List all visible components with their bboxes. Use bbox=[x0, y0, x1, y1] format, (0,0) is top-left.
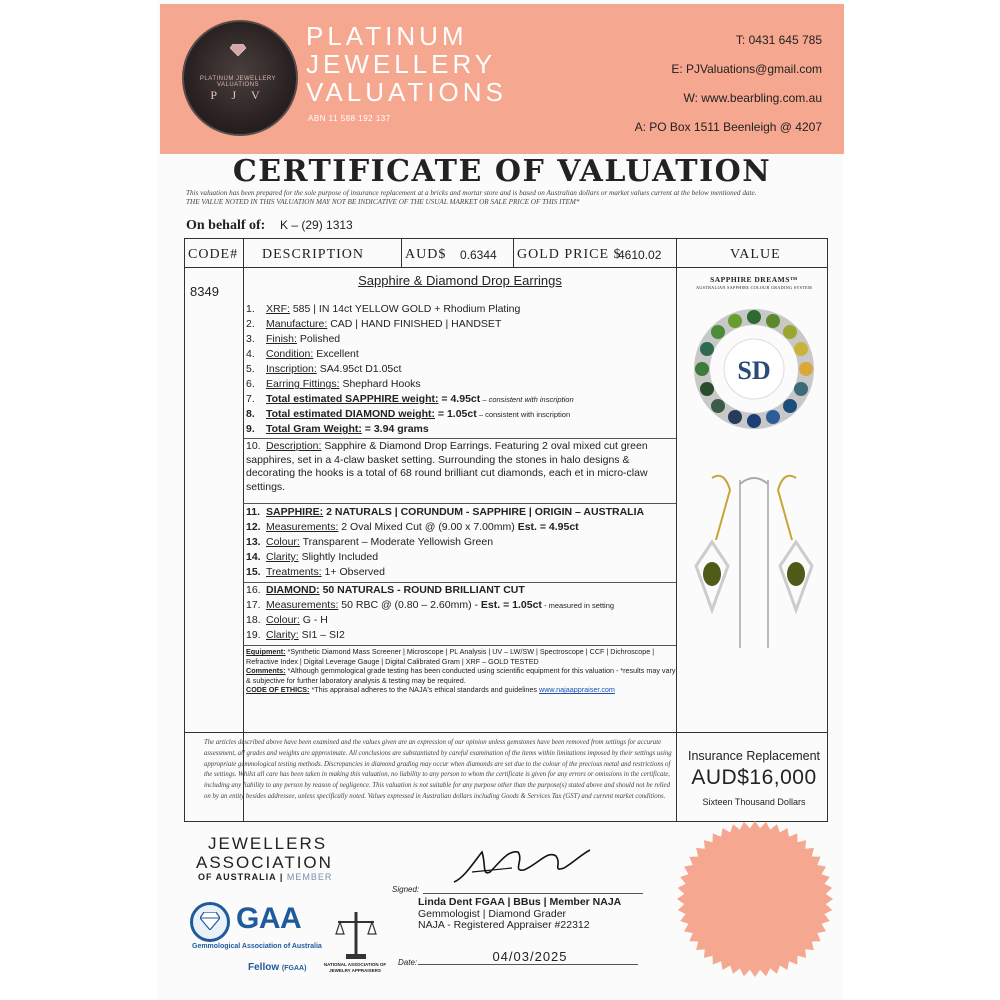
col-divider-value bbox=[676, 238, 677, 822]
item-row-condition bbox=[246, 348, 359, 361]
row-note: – consistent with inscription bbox=[476, 410, 571, 419]
contact-email[interactable]: E: PJValuations@gmail.com bbox=[671, 62, 822, 76]
row-label: Inscription: bbox=[266, 363, 317, 375]
item-row-gram-weight bbox=[246, 423, 429, 436]
gaa-full-name: Gemmological Association of Australia bbox=[192, 943, 322, 950]
row-value: = 3.94 grams bbox=[361, 423, 429, 435]
brand-line-3: VALUATIONS bbox=[306, 77, 507, 107]
row-label: Measurements: bbox=[266, 521, 339, 533]
valuation-disclaimer bbox=[186, 189, 846, 206]
header-gold-label: GOLD PRICE $ bbox=[517, 247, 622, 262]
gaa-logo: GAA bbox=[236, 902, 302, 935]
fellow-label bbox=[248, 962, 306, 973]
row-number: 13. bbox=[246, 536, 261, 548]
signed-label: Signed: bbox=[392, 885, 420, 894]
signature-line bbox=[423, 893, 643, 894]
date-line bbox=[418, 964, 638, 965]
row-label: Condition: bbox=[266, 348, 314, 360]
insurance-label: Insurance Replacement bbox=[687, 749, 821, 763]
row-value: SI1 – SI2 bbox=[298, 629, 345, 641]
row-value: 585 | IN 14ct YELLOW GOLD + Rhodium Plating bbox=[289, 303, 521, 315]
item-code: 8349 bbox=[190, 284, 219, 299]
row-label: Clarity: bbox=[266, 629, 299, 641]
date-label: Date: bbox=[398, 958, 418, 967]
signer-name: Linda Dent FGAA | BBus | Member NAJA bbox=[418, 896, 622, 908]
brand-line-1: PLATINUM bbox=[306, 21, 468, 51]
gem-icon bbox=[230, 44, 246, 56]
row-number: 9. bbox=[246, 423, 255, 435]
fellow-text: Fellow bbox=[248, 962, 282, 973]
row-number: 14. bbox=[246, 551, 261, 563]
item-row-diamond-weight bbox=[246, 408, 570, 421]
ethics-label: CODE OF ETHICS: bbox=[246, 685, 310, 694]
item-description bbox=[246, 440, 676, 494]
row-value: 2 Oval Mixed Cut @ (9.00 x 7.00mm) bbox=[338, 521, 518, 533]
section-divider bbox=[243, 503, 676, 504]
row-label: Earring Fittings: bbox=[266, 378, 340, 390]
chart-subtitle: AUSTRALIAN SAPPHIRE COLOUR GRADING SYSTEM bbox=[695, 285, 813, 290]
row-number: 12. bbox=[246, 521, 261, 533]
insurance-value-words: Sixteen Thousand Dollars bbox=[702, 797, 806, 807]
row-value: Transparent – Moderate Yellowish Green bbox=[299, 536, 494, 548]
abn-number: ABN 11 588 192 137 bbox=[308, 114, 391, 123]
signer-title: Gemmologist | Diamond Grader bbox=[418, 907, 567, 920]
row-value: 2 NATURALS | CORUNDUM - SAPPHIRE | ORIGIN – AUSTRALIA bbox=[323, 506, 645, 518]
chart-title: SAPPHIRE DREAMS™ bbox=[710, 275, 798, 284]
diamond-row-clarity bbox=[246, 629, 345, 642]
header-gold-value: 4610.02 bbox=[618, 248, 662, 262]
naja-logo-text: NATIONAL ASSOCIATION OF JEWELRY APPRAISERS bbox=[323, 962, 387, 973]
svg-text:SD: SD bbox=[737, 356, 771, 385]
diamond-icon bbox=[200, 912, 220, 930]
ethics-text: *This appraisal adheres to the NAJA's ethical standards and guidelines bbox=[309, 685, 540, 694]
comments-label: Comments: bbox=[246, 666, 286, 675]
row-label: Finish: bbox=[266, 333, 297, 345]
sapphire-row-colour bbox=[246, 536, 493, 549]
item-row-inscription bbox=[246, 363, 401, 376]
item-row-sapphire-weight bbox=[246, 393, 574, 406]
contact-phone[interactable]: T: 0431 645 785 bbox=[735, 33, 822, 47]
row-estimate: Est. = 4.95ct bbox=[517, 521, 579, 533]
contact-website[interactable]: W: www.bearbling.com.au bbox=[683, 91, 822, 105]
description-text: Sapphire & Diamond Drop Earrings. Featuring 2 oval mixed cut green sapphires, set in a 4-claw basket setting. Surrounding the stones in halo designs & decorating the hooks is a total of 68 round brilliant cut diamonds, each et in micro-claw settings. bbox=[246, 440, 648, 493]
logo-caption: PLATINUM JEWELLERY VALUATIONS bbox=[199, 76, 277, 88]
sapphire-colour-wheel bbox=[680, 295, 828, 445]
row-number: 15. bbox=[246, 566, 261, 578]
comments-text: *Although gemmological grade testing has been conducted using scientific equipment for this valuation - *results may vary & subjective for further laboratory analysis & testing may be required. bbox=[246, 666, 676, 685]
sapphire-row-treatments bbox=[246, 566, 385, 579]
row-value: Slightly Included bbox=[298, 551, 379, 563]
sapphire-row-type bbox=[246, 506, 644, 519]
row-estimate: Est. = 1.05ct bbox=[480, 599, 542, 611]
brand-name bbox=[306, 22, 507, 106]
row-label: Total estimated DIAMOND weight: bbox=[266, 408, 435, 420]
row-note: – consistent with inscription bbox=[480, 395, 574, 404]
company-seal bbox=[676, 820, 834, 978]
on-behalf-label: On behalf of: bbox=[186, 218, 266, 233]
sapphire-row-clarity bbox=[246, 551, 378, 564]
equipment-text: *Synthetic Diamond Mass Screener | Microscope | PL Analysis | UV – LW/SW | Spectroscope | CCF | Dichroscope | Refractive Index | Digital Leverage Gauge | Digital Calibrated Gram | XRF – GOLD TESTED bbox=[246, 647, 655, 666]
item-row-fittings bbox=[246, 378, 421, 391]
header-value: VALUE bbox=[730, 247, 781, 262]
disclaimer-line-2: THE VALUE NOTED IN THIS VALUATION MAY NOT BE INDICATIVE OF THE USUAL MARKET OR SALE PRICE OF THIS ITEM* bbox=[186, 197, 580, 206]
equipment-label: Equipment: bbox=[246, 647, 286, 656]
row-label: Clarity: bbox=[266, 551, 299, 563]
earrings-photo bbox=[686, 470, 822, 650]
ja-line-2: ASSOCIATION bbox=[196, 853, 333, 872]
signer-registration: NAJA - Registered Appraiser #22312 bbox=[418, 919, 590, 931]
col-divider-code bbox=[243, 238, 244, 822]
ja-member: MEMBER bbox=[286, 872, 333, 882]
item-row-finish bbox=[246, 333, 340, 346]
row-number: 4. bbox=[246, 348, 255, 360]
row-number: 1. bbox=[246, 303, 255, 315]
row-value: 1+ Observed bbox=[321, 566, 385, 578]
section-divider bbox=[243, 438, 676, 439]
row-number: 3. bbox=[246, 333, 255, 345]
row-value: G - H bbox=[299, 614, 328, 626]
row-label: SAPPHIRE: bbox=[266, 506, 324, 518]
row-value: Polished bbox=[296, 333, 341, 345]
diamond-row-colour bbox=[246, 614, 328, 627]
signature bbox=[452, 842, 592, 892]
row-number: 18. bbox=[246, 614, 261, 626]
item-row-xrf bbox=[246, 303, 520, 316]
col-divider-aud bbox=[401, 238, 402, 267]
fine-print-divider bbox=[184, 732, 828, 733]
on-behalf-value: K – (29) 1313 bbox=[280, 218, 353, 232]
row-label: Manufacture: bbox=[266, 318, 328, 330]
diamond-row-type bbox=[246, 584, 525, 597]
row-label: DIAMOND: bbox=[266, 584, 320, 596]
row-number: 11. bbox=[246, 506, 261, 518]
header-aud-label: AUD$ bbox=[405, 247, 447, 262]
row-value: = 4.95ct bbox=[438, 393, 481, 405]
header-description: DESCRIPTION bbox=[262, 247, 365, 262]
row-label: Treatments: bbox=[266, 566, 322, 578]
row-value: Excellent bbox=[313, 348, 359, 360]
row-label: Measurements: bbox=[266, 599, 339, 611]
fine-print: The articles described above have been examined and the values given are an expression of our opinion unless gemstones have been removed from settings for accurate assessment, all grades and weights are approximate. All conclusions are substantiated by careful examination of the items within limitations imposed by their settings using appropriate gemmological testing methods. Discrepancies in diamond grading may occur when diamonds are set due to the colour of the precious metal and restrictions of the settings. Whilst all care has been taken in making this valuation, no liability to any person to whom the certificate is given for any errors or omissions in the certificate, including any liability to any person by reason of negligence. This valuation is not suitable for any purpose other than the purpose(s) stated above and should not be relied on by an entity besides addressee, unless specifically noted. Values expressed in Australian dollars including Goods & Services Tax (GST) and current market conditions. bbox=[204, 739, 672, 800]
section-divider bbox=[243, 582, 676, 583]
sapphire-row-measurements bbox=[246, 521, 579, 534]
ja-logo-text bbox=[196, 834, 333, 872]
disclaimer-line-1: This valuation has been prepared for the sole purpose of insurance replacement at a bricks and mortar store and is based on Australian dollars or market values current at the below mentioned date. bbox=[186, 189, 757, 197]
equipment-notes bbox=[246, 647, 676, 695]
section-divider bbox=[243, 645, 676, 646]
scales-icon bbox=[334, 910, 378, 960]
row-number: 5. bbox=[246, 363, 255, 375]
row-label: Total estimated SAPPHIRE weight: bbox=[266, 393, 439, 405]
row-value: 50 NATURALS - ROUND BRILLIANT CUT bbox=[319, 584, 525, 596]
page-title: CERTIFICATE OF VALUATION bbox=[232, 154, 772, 189]
date-value: 04/03/2025 bbox=[492, 949, 568, 964]
row-label: Description: bbox=[266, 440, 322, 452]
row-number: 10. bbox=[246, 440, 261, 452]
row-number: 17. bbox=[246, 599, 261, 611]
row-value: SA4.95ct D1.05ct bbox=[316, 363, 402, 375]
table-header-divider bbox=[184, 267, 828, 268]
header-code: CODE# bbox=[188, 247, 239, 262]
row-number: 2. bbox=[246, 318, 255, 330]
header-aud-value: 0.6344 bbox=[460, 248, 497, 262]
logo-initials: P J V bbox=[210, 88, 266, 102]
row-number: 19. bbox=[246, 629, 261, 641]
row-value: Shephard Hooks bbox=[339, 378, 421, 390]
row-label: Colour: bbox=[266, 614, 300, 626]
brand-line-2: JEWELLERY bbox=[306, 49, 497, 79]
row-label: Total Gram Weight: bbox=[266, 423, 362, 435]
item-title: Sapphire & Diamond Drop Earrings bbox=[358, 273, 562, 288]
row-value: 50 RBC @ (0.80 – 2.60mm) - bbox=[338, 599, 481, 611]
row-number: 7. bbox=[246, 393, 255, 405]
row-label: Colour: bbox=[266, 536, 300, 548]
signer-details bbox=[418, 897, 621, 932]
row-note: - measured in setting bbox=[541, 601, 615, 610]
row-label: XRF: bbox=[266, 303, 290, 315]
item-row-manufacture bbox=[246, 318, 501, 331]
col-divider-gold bbox=[513, 238, 514, 267]
fellow-sub: (FGAA) bbox=[281, 965, 307, 972]
ja-line-3: OF AUSTRALIA | bbox=[198, 872, 287, 882]
contact-address: A: PO Box 1511 Beenleigh @ 4207 bbox=[634, 120, 822, 134]
row-number: 6. bbox=[246, 378, 255, 390]
diamond-row-measurements bbox=[246, 599, 614, 612]
row-number: 16. bbox=[246, 584, 261, 596]
row-value: = 1.05ct bbox=[434, 408, 477, 420]
naja-link[interactable]: www.najaappraiser.com bbox=[539, 685, 615, 694]
row-value: CAD | HAND FINISHED | HANDSET bbox=[327, 318, 502, 330]
row-number: 8. bbox=[246, 408, 255, 420]
ja-subline bbox=[198, 872, 332, 882]
insurance-value: AUD$16,000 bbox=[691, 766, 817, 789]
ja-line-1: JEWELLERS bbox=[208, 834, 328, 853]
